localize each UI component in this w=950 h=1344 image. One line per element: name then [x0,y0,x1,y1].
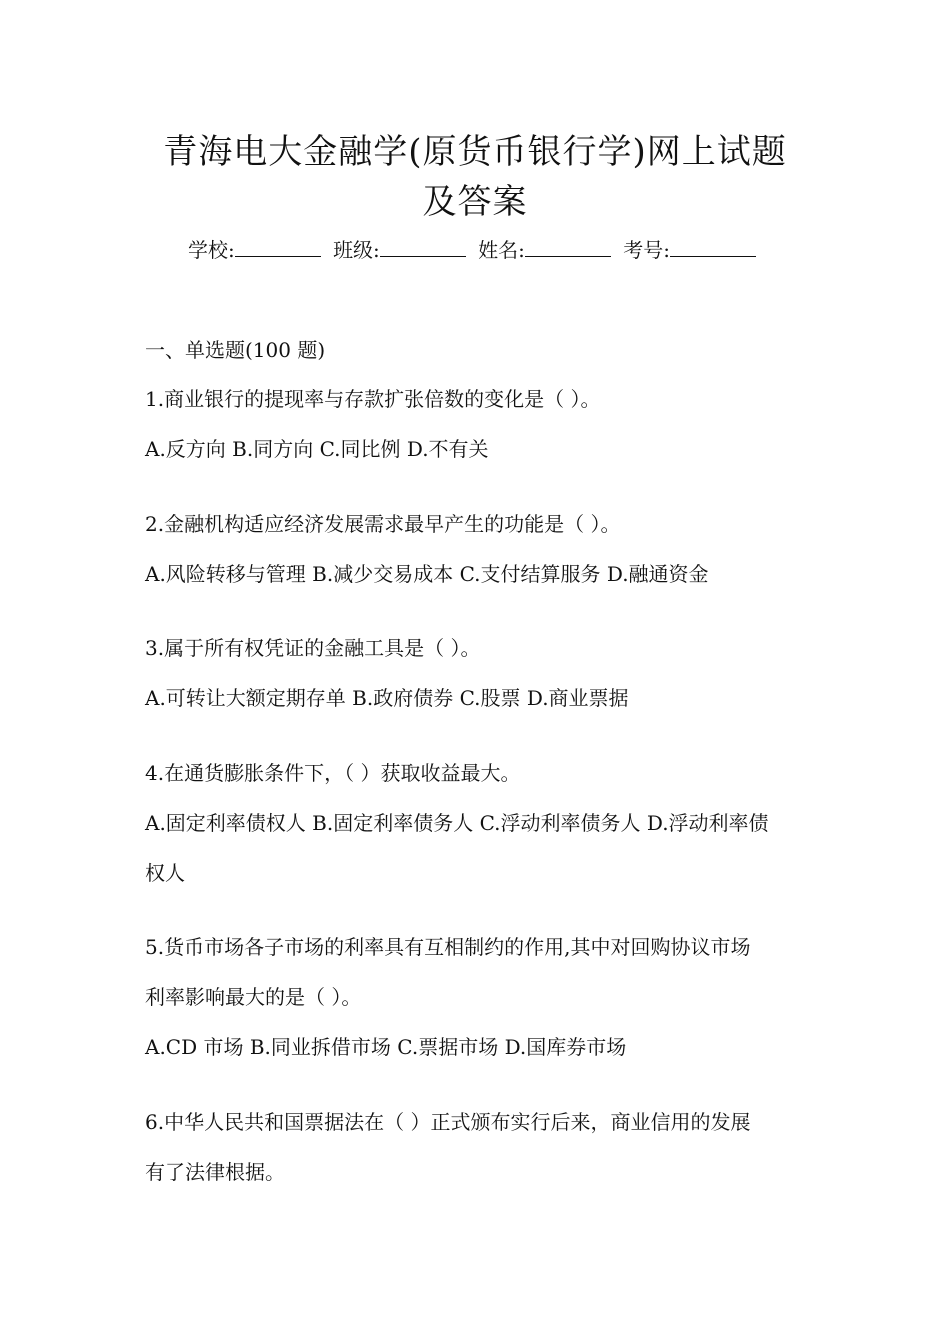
exam-no-label: 考号: [623,238,671,262]
answer-options-4: A.固定利率债权人 B.固定利率债务人 C.浮动利率债务人 D.浮动利率债 [145,811,769,835]
question-3: 3.属于所有权凭证的金融工具是（ ）。 [145,636,481,660]
doc-title-line-2: 及答案 [422,182,528,222]
exam-no-blank [670,238,756,257]
question-4: 4.在通货膨胀条件下，（ ）获取收益最大。 [145,761,521,785]
question-1: 1.商业银行的提现率与存款扩张倍数的变化是（ ）。 [145,387,601,411]
question-6: 6.中华人民共和国票据法在（ ）正式颁布实行后来，商业信用的发展 [145,1110,751,1134]
question-6-cont: 有了法律根据。 [145,1160,285,1184]
class-label: 班级: [333,238,380,262]
answer-options-3: A.可转让大额定期存单 B.政府债券 C.股票 D.商业票据 [145,686,629,710]
question-2: 2.金融机构适应经济发展需求最早产生的功能是（ ）。 [145,512,621,536]
name-blank [525,238,611,257]
section-heading: 一、单选题(100 题) [145,338,326,362]
class-blank [380,238,466,257]
student-info-line [0,234,950,266]
answer-options-5: A.CD 市场 B.同业拆借市场 C.票据市场 D.国库券市场 [145,1035,627,1059]
answer-options-4-cont: 权人 [145,861,185,885]
answer-options-1: A.反方向 B.同方向 C.同比例 D.不有关 [145,437,489,461]
answer-options-2: A.风险转移与管理 B.减少交易成本 C.支付结算服务 D.融通资金 [145,562,709,586]
doc-title-line-1: 青海电大金融学(原货币银行学)网上试题 [163,132,787,172]
question-5-cont: 利率影响最大的是（ ）。 [145,985,362,1009]
school-blank [235,238,321,257]
question-5: 5.货币市场各子市场的利率具有互相制约的作用,其中对回购协议市场 [145,935,751,959]
name-label: 姓名: [478,238,525,262]
school-label: 学校: [187,238,235,262]
